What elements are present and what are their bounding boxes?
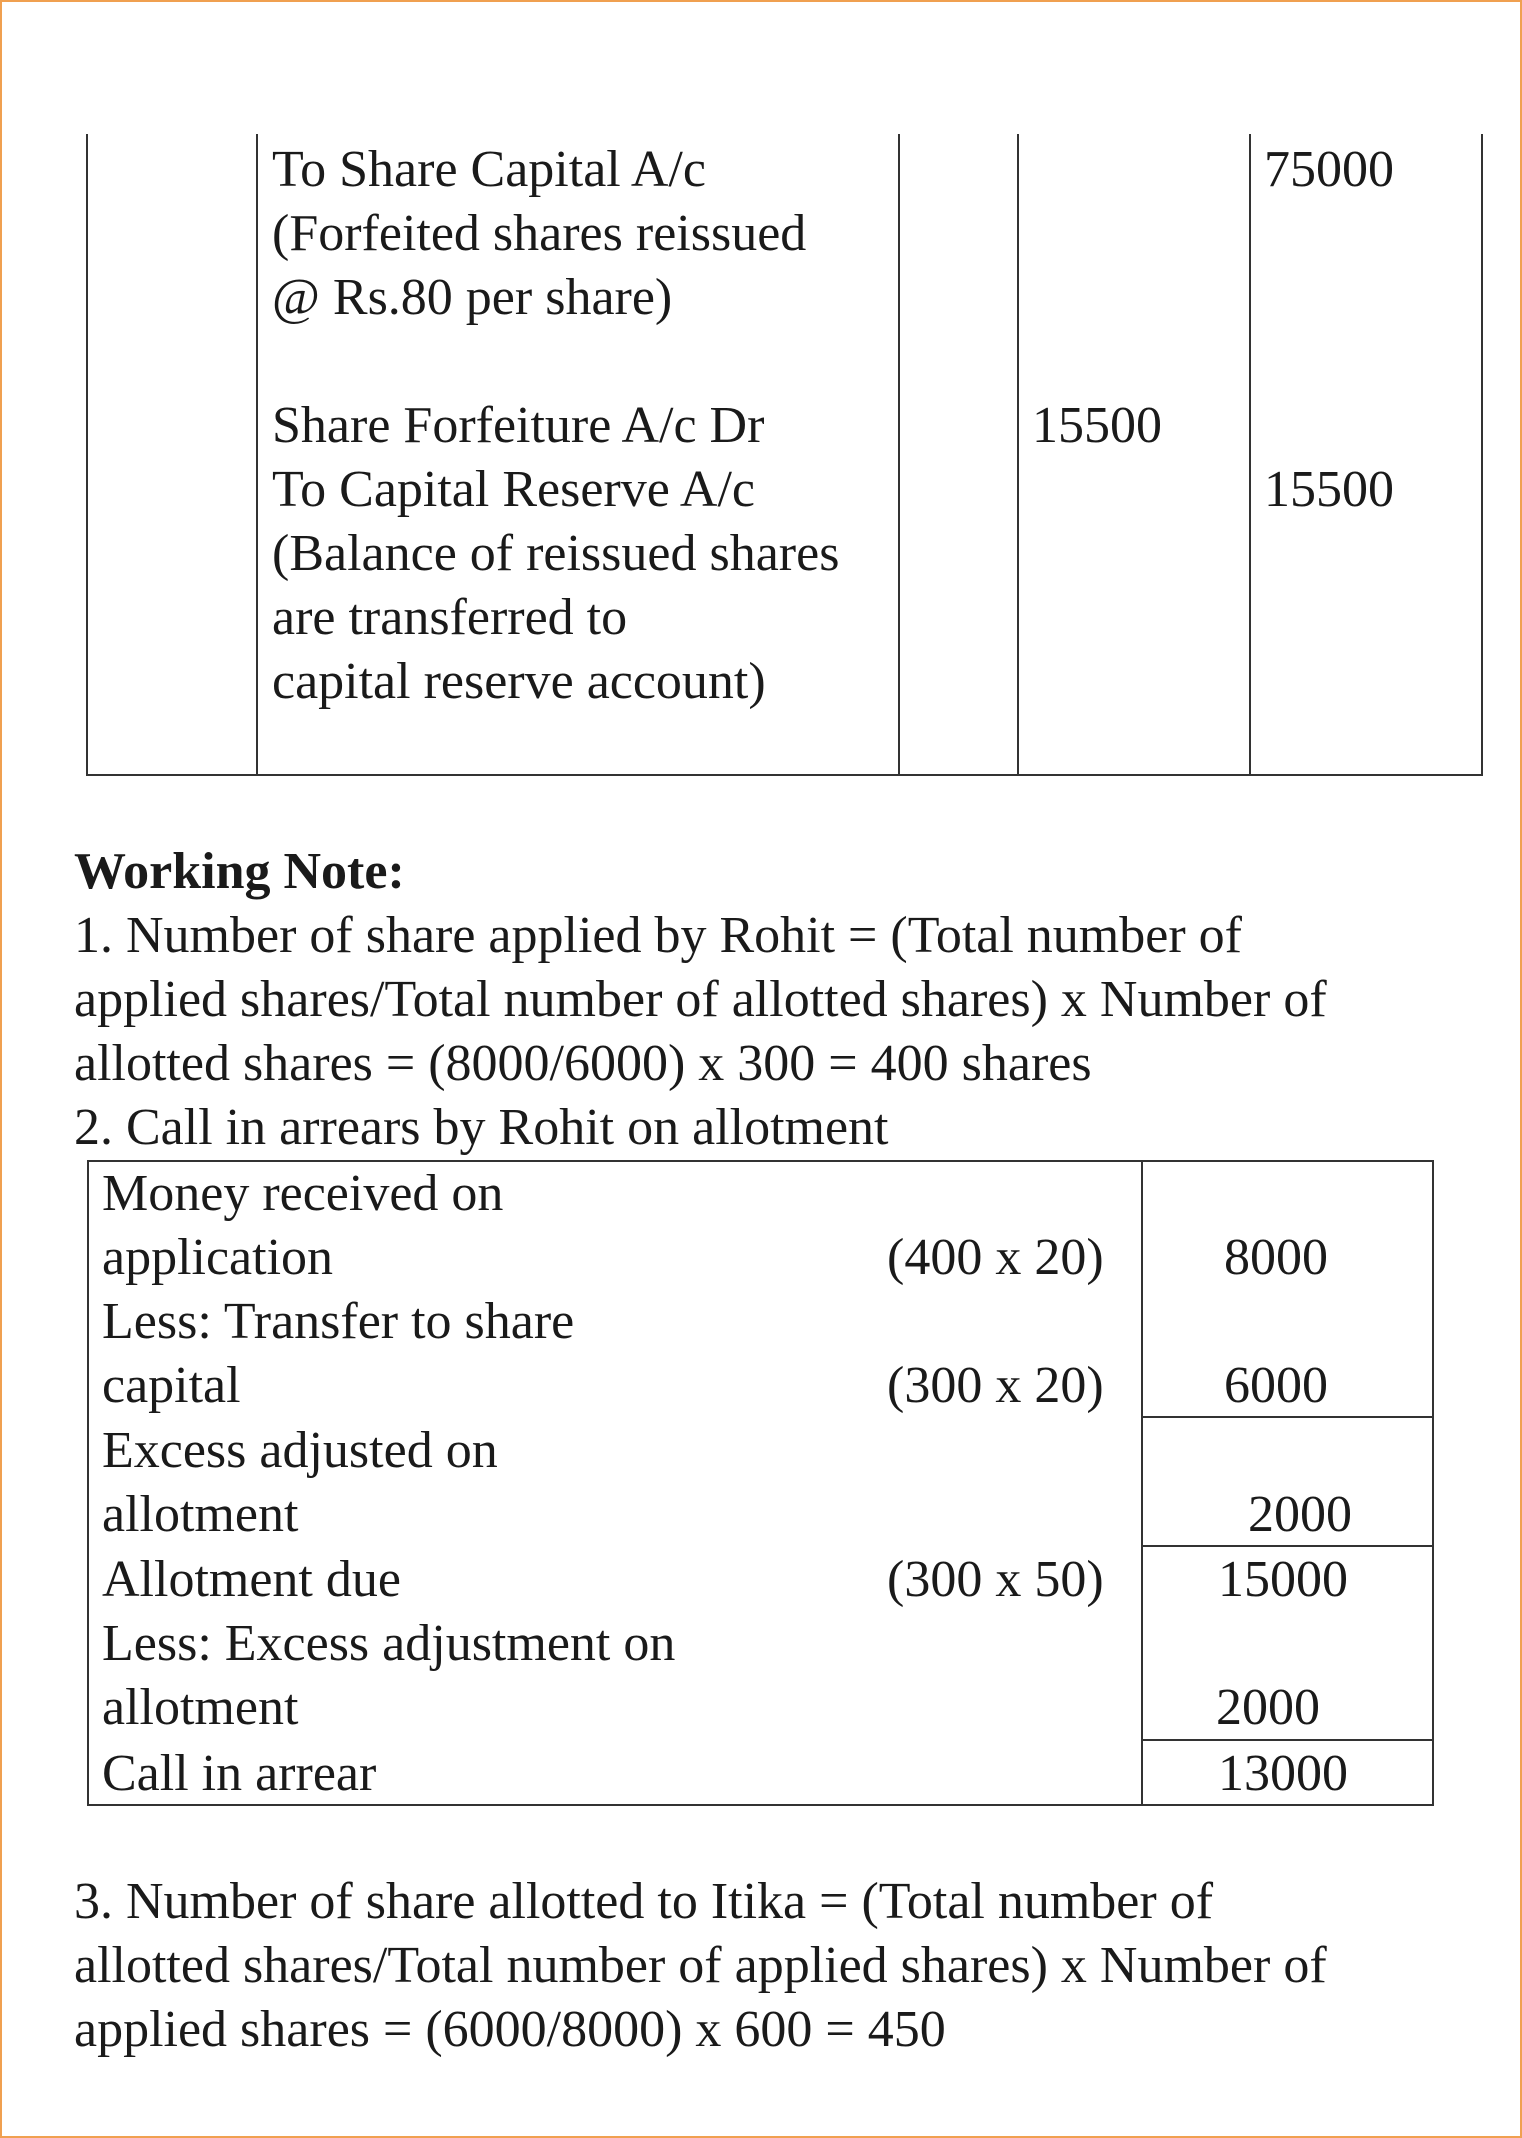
journal-particulars-text: To Share Capital A/c — [272, 141, 706, 198]
working-note-line: 1. Number of share applied by Rohit = (Total number of — [74, 907, 1242, 964]
calc-label: allotment — [102, 1486, 299, 1543]
calc-formula: (300 x 20) — [887, 1357, 1104, 1414]
journal-bottom-line — [86, 774, 1483, 776]
calc-label: application — [102, 1229, 334, 1286]
journal-col-line — [1249, 134, 1251, 776]
working-note-line: allotted shares = (8000/6000) x 300 = 400 shares — [74, 1035, 1092, 1092]
journal-debit-amount: 15500 — [1032, 397, 1162, 454]
calc-value: 6000 — [1224, 1357, 1328, 1414]
working-note-line: 2. Call in arrears by Rohit on allotment — [74, 1099, 889, 1156]
working-note-heading: Working Note: — [74, 843, 405, 900]
calc-border — [1141, 1160, 1143, 1806]
calc-label: allotment — [102, 1679, 299, 1736]
journal-particulars-text: Share Forfeiture A/c Dr — [272, 397, 765, 454]
journal-col-line — [1017, 134, 1019, 776]
working-note-line: 3. Number of share allotted to Itika = (Total number of — [74, 1873, 1214, 1930]
journal-particulars-text: capital reserve account) — [272, 653, 766, 710]
calc-label: capital — [102, 1357, 241, 1414]
journal-particulars-text: To Capital Reserve A/c — [272, 461, 756, 518]
journal-credit-amount: 75000 — [1264, 141, 1394, 198]
journal-particulars-text: (Forfeited shares reissued — [272, 205, 807, 262]
calc-border — [1432, 1160, 1434, 1806]
calc-value: 15000 — [1218, 1551, 1348, 1608]
calc-formula: (300 x 50) — [887, 1551, 1104, 1608]
journal-credit-amount: 15500 — [1264, 461, 1394, 518]
journal-particulars-text: @ Rs.80 per share) — [272, 269, 673, 326]
calc-border — [87, 1160, 89, 1806]
calc-value: 2000 — [1248, 1486, 1352, 1543]
journal-particulars-text: are transferred to — [272, 589, 628, 646]
calc-value: 8000 — [1224, 1229, 1328, 1286]
journal-col-line — [86, 134, 88, 776]
working-note-line: allotted shares/Total number of applied shares) x Number of — [74, 1937, 1327, 1994]
journal-particulars-text: (Balance of reissued shares — [272, 525, 840, 582]
journal-col-line — [1481, 134, 1483, 776]
calc-value: 2000 — [1216, 1679, 1320, 1736]
calc-formula: (400 x 20) — [887, 1229, 1104, 1286]
calc-label: Less: Transfer to share — [102, 1293, 575, 1350]
calc-value: 13000 — [1218, 1745, 1348, 1802]
journal-col-line — [256, 134, 258, 776]
calc-label: Less: Excess adjustment on — [102, 1615, 676, 1672]
journal-col-line — [898, 134, 900, 776]
working-note-line: applied shares/Total number of allotted shares) x Number of — [74, 971, 1327, 1028]
calc-label: Money received on — [102, 1165, 504, 1222]
calc-label: Call in arrear — [102, 1745, 377, 1802]
calc-label: Excess adjusted on — [102, 1422, 498, 1479]
working-note-line: applied shares = (6000/8000) x 600 = 450 — [74, 2001, 946, 2058]
calc-label: Allotment due — [102, 1551, 401, 1608]
